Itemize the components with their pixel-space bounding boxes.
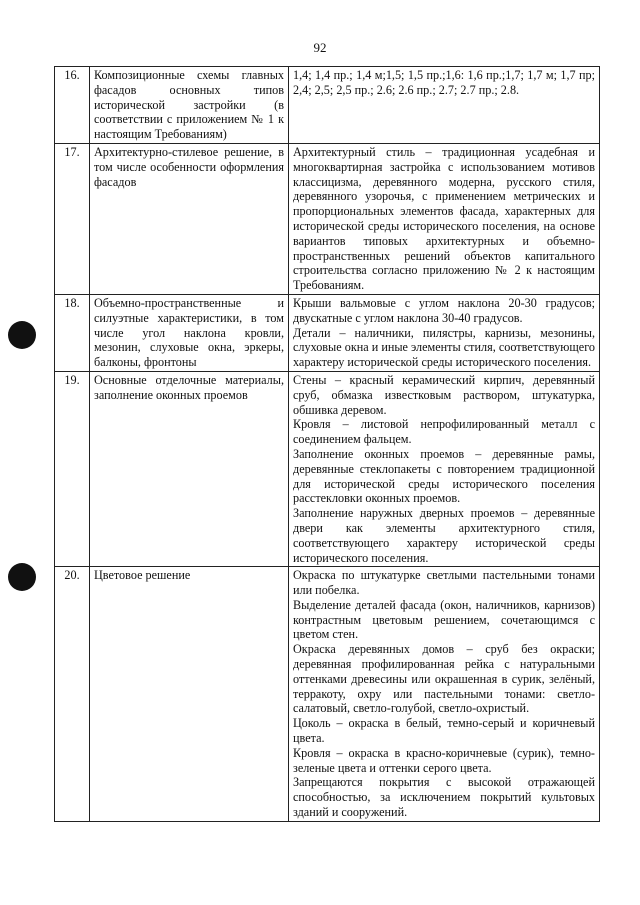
- requirements-table: [54, 66, 600, 822]
- row-number: 17.: [55, 143, 90, 294]
- description-paragraph: Запрещаются покрытия с высокой отражающей способностью, за исключением покрытий культовых зданий и сооружений.: [293, 775, 595, 820]
- row-title: Композиционные схемы главных фасадов основных типов исторической застройки (в соответствии с приложением № 1 к настоящим Требованиям): [90, 67, 289, 144]
- row-description: [289, 294, 600, 371]
- row-title: Цветовое решение: [90, 567, 289, 822]
- table-row: [55, 143, 600, 294]
- description-paragraph: Архитектурный стиль – традиционная усадебная и многоквартирная застройка с использованием мотивов классицизма, деревянного модерна, русского стиля, деревянного узорочья, с применением метрических и пропорциональных элементов фасада, характерных для исторической среды исторического поселения, на основе вариантов типовых архитектурных и объемно-пространственных решений объектов капитального строительства согласно приложению № 2 к настоящим Требованиям.: [293, 144, 595, 293]
- table-row: [55, 67, 600, 144]
- row-number: 20.: [55, 567, 90, 822]
- description-paragraph: 1,4; 1,4 пр.; 1,4 м;1,5; 1,5 пр.;1,6: 1,6 пр.;1,7; 1,7 м; 1,7 пр; 2,4; 2,5; 2,5 пр.; 2.6; 2.6 пр.; 2.7; 2.7 пр.; 2.8.: [293, 68, 595, 97]
- table-row: [55, 567, 600, 822]
- table-row: [55, 294, 600, 371]
- description-paragraph: Стены – красный керамический кирпич, деревянный сруб, обмазка известковым раствором, штукатурка, обшивка деревом.: [293, 372, 595, 417]
- page-number: 92: [313, 40, 327, 55]
- description-paragraph: Окраска деревянных домов – сруб без окраски; деревянная профилированная рейка с натуральными оттенками древесины или окрашенная в сурик, зелёный, терракоту, охру или пастельными тонами: светло-салатовый, светло-голубой, светло-охристый.: [293, 642, 595, 716]
- row-title: Основные отделочные материалы, заполнение оконных проемов: [90, 371, 289, 566]
- binder-hole-mark: [8, 563, 36, 591]
- description-paragraph: Заполнение оконных проемов – деревянные рамы, деревянные стеклопакеты с повторением традиционной для исторической среды исторического поселения расстекловки оконных проемов.: [293, 446, 595, 506]
- description-paragraph: Детали – наличники, пилястры, карнизы, мезонины, слуховые окна и иные элементы стиля, соответствующего характеру исторической среды исторического поселения.: [293, 325, 595, 370]
- description-paragraph: Заполнение наружных дверных проемов – деревянные двери как элементы архитектурного стиля, соответствующего характеру исторической среды исторического поселения.: [293, 506, 595, 565]
- description-paragraph: Кровля – листовой непрофилированный металл с соединением фальцем.: [293, 417, 595, 447]
- row-number: 18.: [55, 294, 90, 371]
- row-description: [289, 67, 600, 144]
- row-number: 16.: [55, 67, 90, 144]
- description-paragraph: Окраска по штукатурке светлыми пастельными тонами или побелка.: [293, 568, 595, 598]
- table-row: [55, 371, 600, 566]
- description-paragraph: Выделение деталей фасада (окон, наличников, карнизов) контрастным цветовым решением, сочетающимся с цветом стен.: [293, 597, 595, 642]
- row-number: 19.: [55, 371, 90, 566]
- description-paragraph: Кровля – окраска в красно-коричневые (сурик), темно-зеленые цвета и оттенки серого цвета.: [293, 745, 595, 775]
- row-description: [289, 371, 600, 566]
- description-paragraph: Цоколь – окраска в белый, темно-серый и коричневый цвета.: [293, 716, 595, 746]
- description-paragraph: Крыши вальмовые с углом наклона 20-30 градусов; двускатные с углом наклона 30-40 градусов.: [293, 295, 595, 325]
- row-description: [289, 143, 600, 294]
- row-title: Архитектурно-стилевое решение, в том числе особенности оформления фасадов: [90, 143, 289, 294]
- row-title: Объемно-пространственные и силуэтные характеристики, в том числе угол наклона кровли, мезонин, слуховые окна, эркеры, балконы, фронтоны: [90, 294, 289, 371]
- binder-hole-mark: [8, 321, 36, 349]
- row-description: [289, 567, 600, 822]
